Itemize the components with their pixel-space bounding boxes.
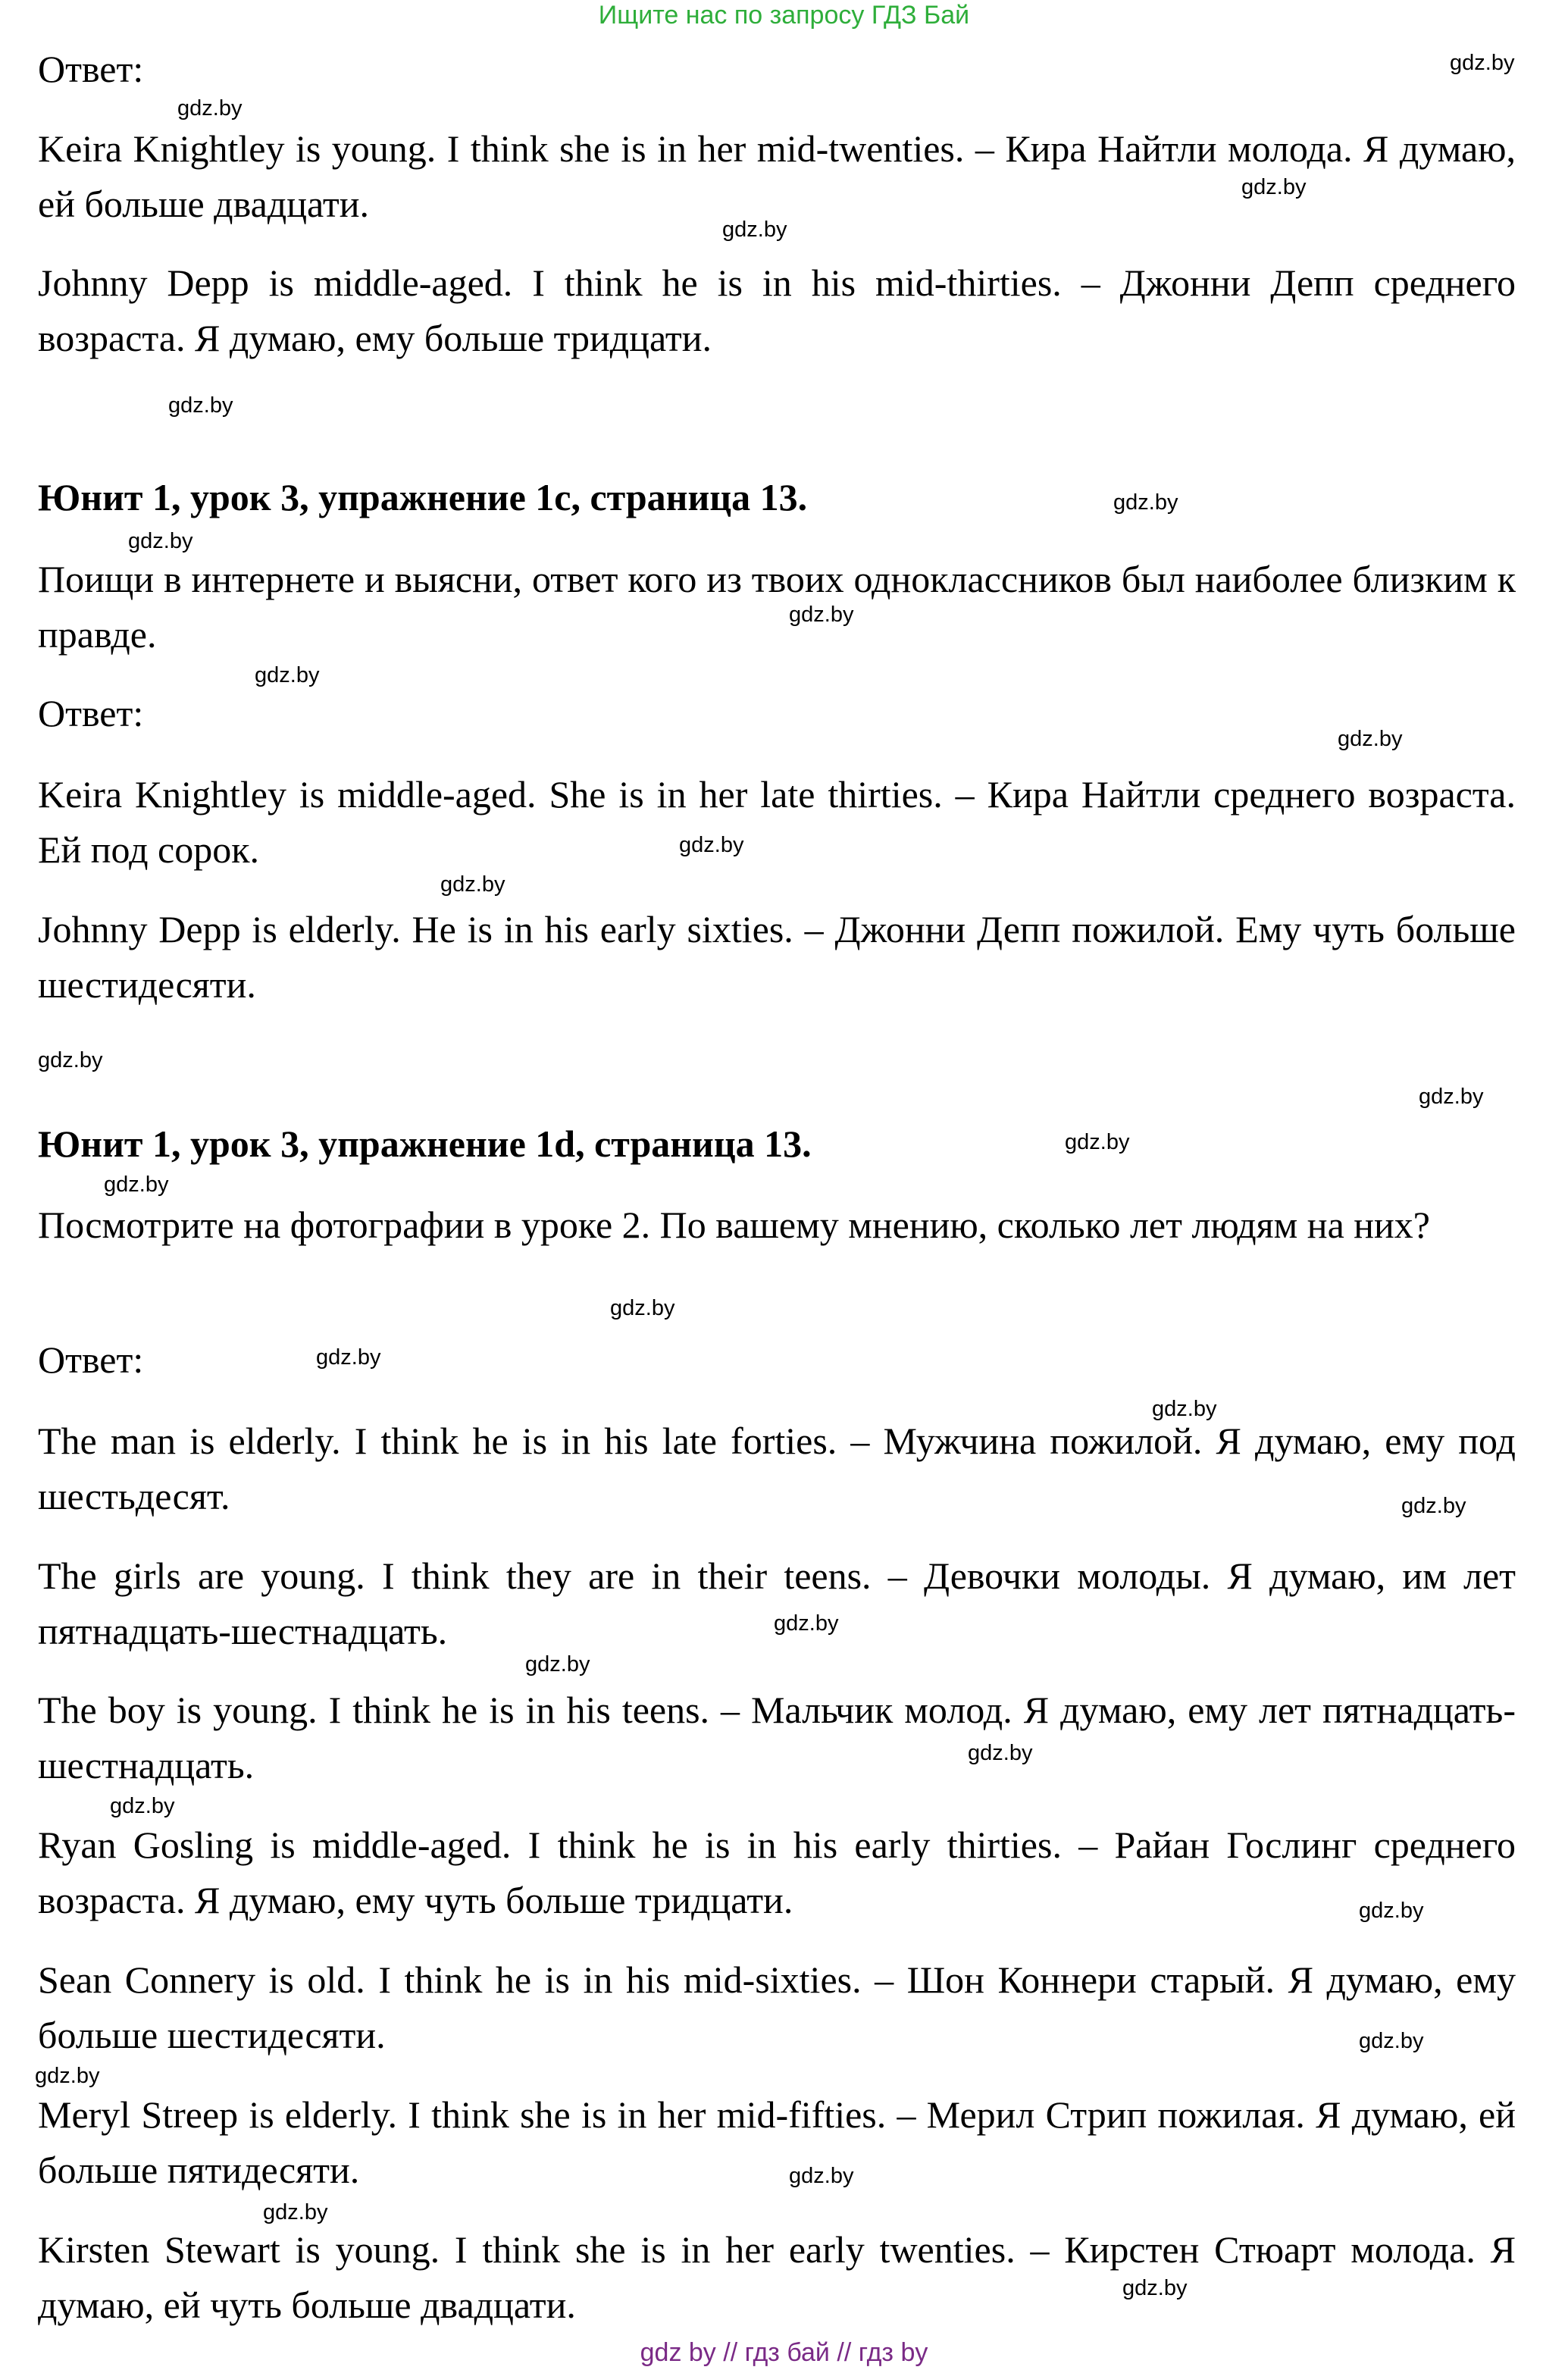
watermark: gdz.by [1241, 175, 1307, 199]
answer-text: The boy is young. I think he is in his teens. – Мальчик молод. Я думаю, ему лет пятнадцать-шестнадцать. [38, 1689, 1516, 1786]
watermark: gdz.by [1450, 51, 1515, 75]
watermark: gdz.by [525, 1652, 590, 1677]
answer-label: Ответ: [38, 692, 144, 734]
watermark: gdz.by [128, 529, 193, 553]
watermark: gdz.by [255, 663, 320, 687]
watermark: gdz.by [1113, 490, 1178, 515]
answer-text: Johnny Depp is elderly. He is in his early sixties. – Джонни Депп пожилой. Ему чуть больше шестидесяти. [38, 908, 1516, 1006]
answer-text: Ryan Gosling is middle-aged. I think he is in his early thirties. – Райан Гослинг среднего возраста. Я думаю, ему чуть больше тридцати. [38, 1824, 1516, 1921]
answer-text: Kirsten Stewart is young. I think she is in her early twenties. – Кирстен Стюарт молода. Я думаю, ей чуть больше двадцати. [38, 2228, 1516, 2326]
exercise-heading: Юнит 1, урок 3, упражнение 1d, страница 13. [38, 1122, 812, 1165]
watermark: gdz.by [35, 2064, 100, 2088]
watermark: gdz.by [316, 1345, 381, 1370]
watermark: gdz.by [1419, 1085, 1484, 1109]
answer-text: The man is elderly. I think he is in his late forties. – Мужчина пожилой. Я думаю, ему под шестьдесят. [38, 1420, 1516, 1517]
watermark: gdz.by [104, 1172, 169, 1197]
watermark: gdz.by [774, 1611, 839, 1636]
answer-text: Meryl Streep is elderly. I think she is in her mid-fifties. – Мерил Стрип пожилая. Я думаю, ей больше пятидесяти. [38, 2093, 1516, 2191]
watermark: gdz.by [968, 1741, 1033, 1765]
watermark: gdz.by [1359, 2029, 1424, 2053]
watermark: gdz.by [263, 2200, 328, 2224]
answer-label: Ответ: [38, 48, 144, 90]
footer-links[interactable]: gdz by // гдз бай // гдз by [640, 2338, 928, 2367]
answer-text: Keira Knightley is middle-aged. She is in her late thirties. – Кира Найтли среднего возраста. Ей под сорок. [38, 773, 1516, 871]
watermark: gdz.by [610, 1296, 675, 1320]
exercise-heading: Юнит 1, урок 3, упражнение 1c, страница 13. [38, 476, 808, 518]
watermark: gdz.by [110, 1794, 175, 1818]
answer-text: The girls are young. I think they are in their teens. – Девочки молоды. Я думаю, им лет пятнадцать-шестнадцать. [38, 1554, 1516, 1652]
answer-label: Ответ: [38, 1338, 144, 1381]
watermark: gdz.by [789, 603, 854, 627]
answer-text: Sean Connery is old. I think he is in his mid-sixties. – Шон Коннери старый. Я думаю, ему больше шестидесяти. [38, 1958, 1516, 2056]
answer-text: Keira Knightley is young. I think she is in her mid-twenties. – Кира Найтли молода. Я думаю, ей больше двадцати. [38, 127, 1516, 225]
watermark: gdz.by [1401, 1494, 1466, 1518]
watermark: gdz.by [722, 218, 787, 242]
watermark: gdz.by [1152, 1397, 1217, 1421]
watermark: gdz.by [1122, 2276, 1188, 2300]
site-banner[interactable]: Ищите нас по запросу ГДЗ Бай [598, 1, 970, 30]
watermark: gdz.by [38, 1048, 103, 1072]
watermark: gdz.by [679, 833, 744, 857]
watermark: gdz.by [177, 96, 243, 121]
watermark: gdz.by [1065, 1130, 1130, 1154]
answer-text: Johnny Depp is middle-aged. I think he is in his mid-thirties. – Джонни Депп среднего возраста. Я думаю, ему больше тридцати. [38, 261, 1516, 359]
watermark: gdz.by [168, 393, 233, 418]
watermark: gdz.by [1338, 727, 1403, 751]
watermark: gdz.by [1359, 1899, 1424, 1923]
watermark: gdz.by [789, 2164, 854, 2188]
watermark: gdz.by [440, 872, 505, 897]
task-text: Поищи в интернете и выясни, ответ кого из твоих одноклассников был наиболее близким к правде. [38, 558, 1516, 656]
task-text: Посмотрите на фотографии в уроке 2. По вашему мнению, сколько лет людям на них? [38, 1204, 1430, 1246]
